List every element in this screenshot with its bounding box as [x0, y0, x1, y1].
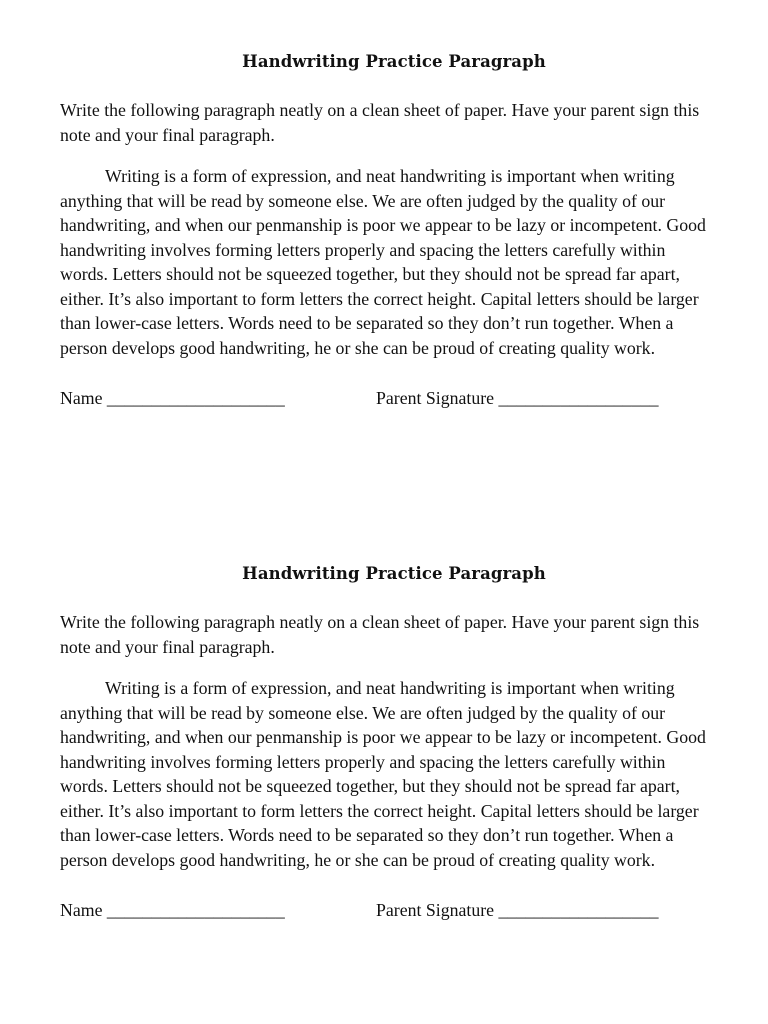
parent-signature-line: Parent Signature __________________ — [376, 900, 659, 920]
worksheet-section-1 — [60, 50, 710, 411]
instructions-text: Write the following paragraph neatly on a clean sheet of paper. Have your parent sign this note and your final paragraph. — [60, 612, 700, 657]
worksheet-title: Handwriting Practice Paragraph — [242, 52, 546, 71]
signature-row — [60, 898, 710, 923]
parent-signature-line: Parent Signature __________________ — [376, 388, 659, 408]
worksheet-section-2 — [60, 562, 710, 923]
practice-paragraph: Writing is a form of expression, and neat handwriting is important when writing anything that will be read by someone else. We are often judged by the quality of our handwriting, and when our penmanship is poor we appear to be lazy or incompetent. Good handwriting involves forming letters properly and spacing the letters carefully within words. Letters should not be squeezed together, but they should not be spread far apart, either. It’s also important to form letters the correct height. Capital letters should be larger than lower-case letters. Words need to be separated so they don’t run together. When a person develops good handwriting, he or she can be proud of creating quality work. — [60, 678, 706, 870]
worksheet-title: Handwriting Practice Paragraph — [242, 564, 546, 583]
name-line: Name ____________________ — [60, 388, 285, 408]
name-line: Name ____________________ — [60, 900, 285, 920]
practice-paragraph: Writing is a form of expression, and neat handwriting is important when writing anything that will be read by someone else. We are often judged by the quality of our handwriting, and when our penmanship is poor we appear to be lazy or incompetent. Good handwriting involves forming letters properly and spacing the letters carefully within words. Letters should not be squeezed together, but they should not be spread far apart, either. It’s also important to form letters the correct height. Capital letters should be larger than lower-case letters. Words need to be separated so they don’t run together. When a person develops good handwriting, he or she can be proud of creating quality work. — [60, 166, 706, 358]
instructions-text: Write the following paragraph neatly on a clean sheet of paper. Have your parent sign this note and your final paragraph. — [60, 100, 700, 145]
signature-row — [60, 386, 710, 411]
